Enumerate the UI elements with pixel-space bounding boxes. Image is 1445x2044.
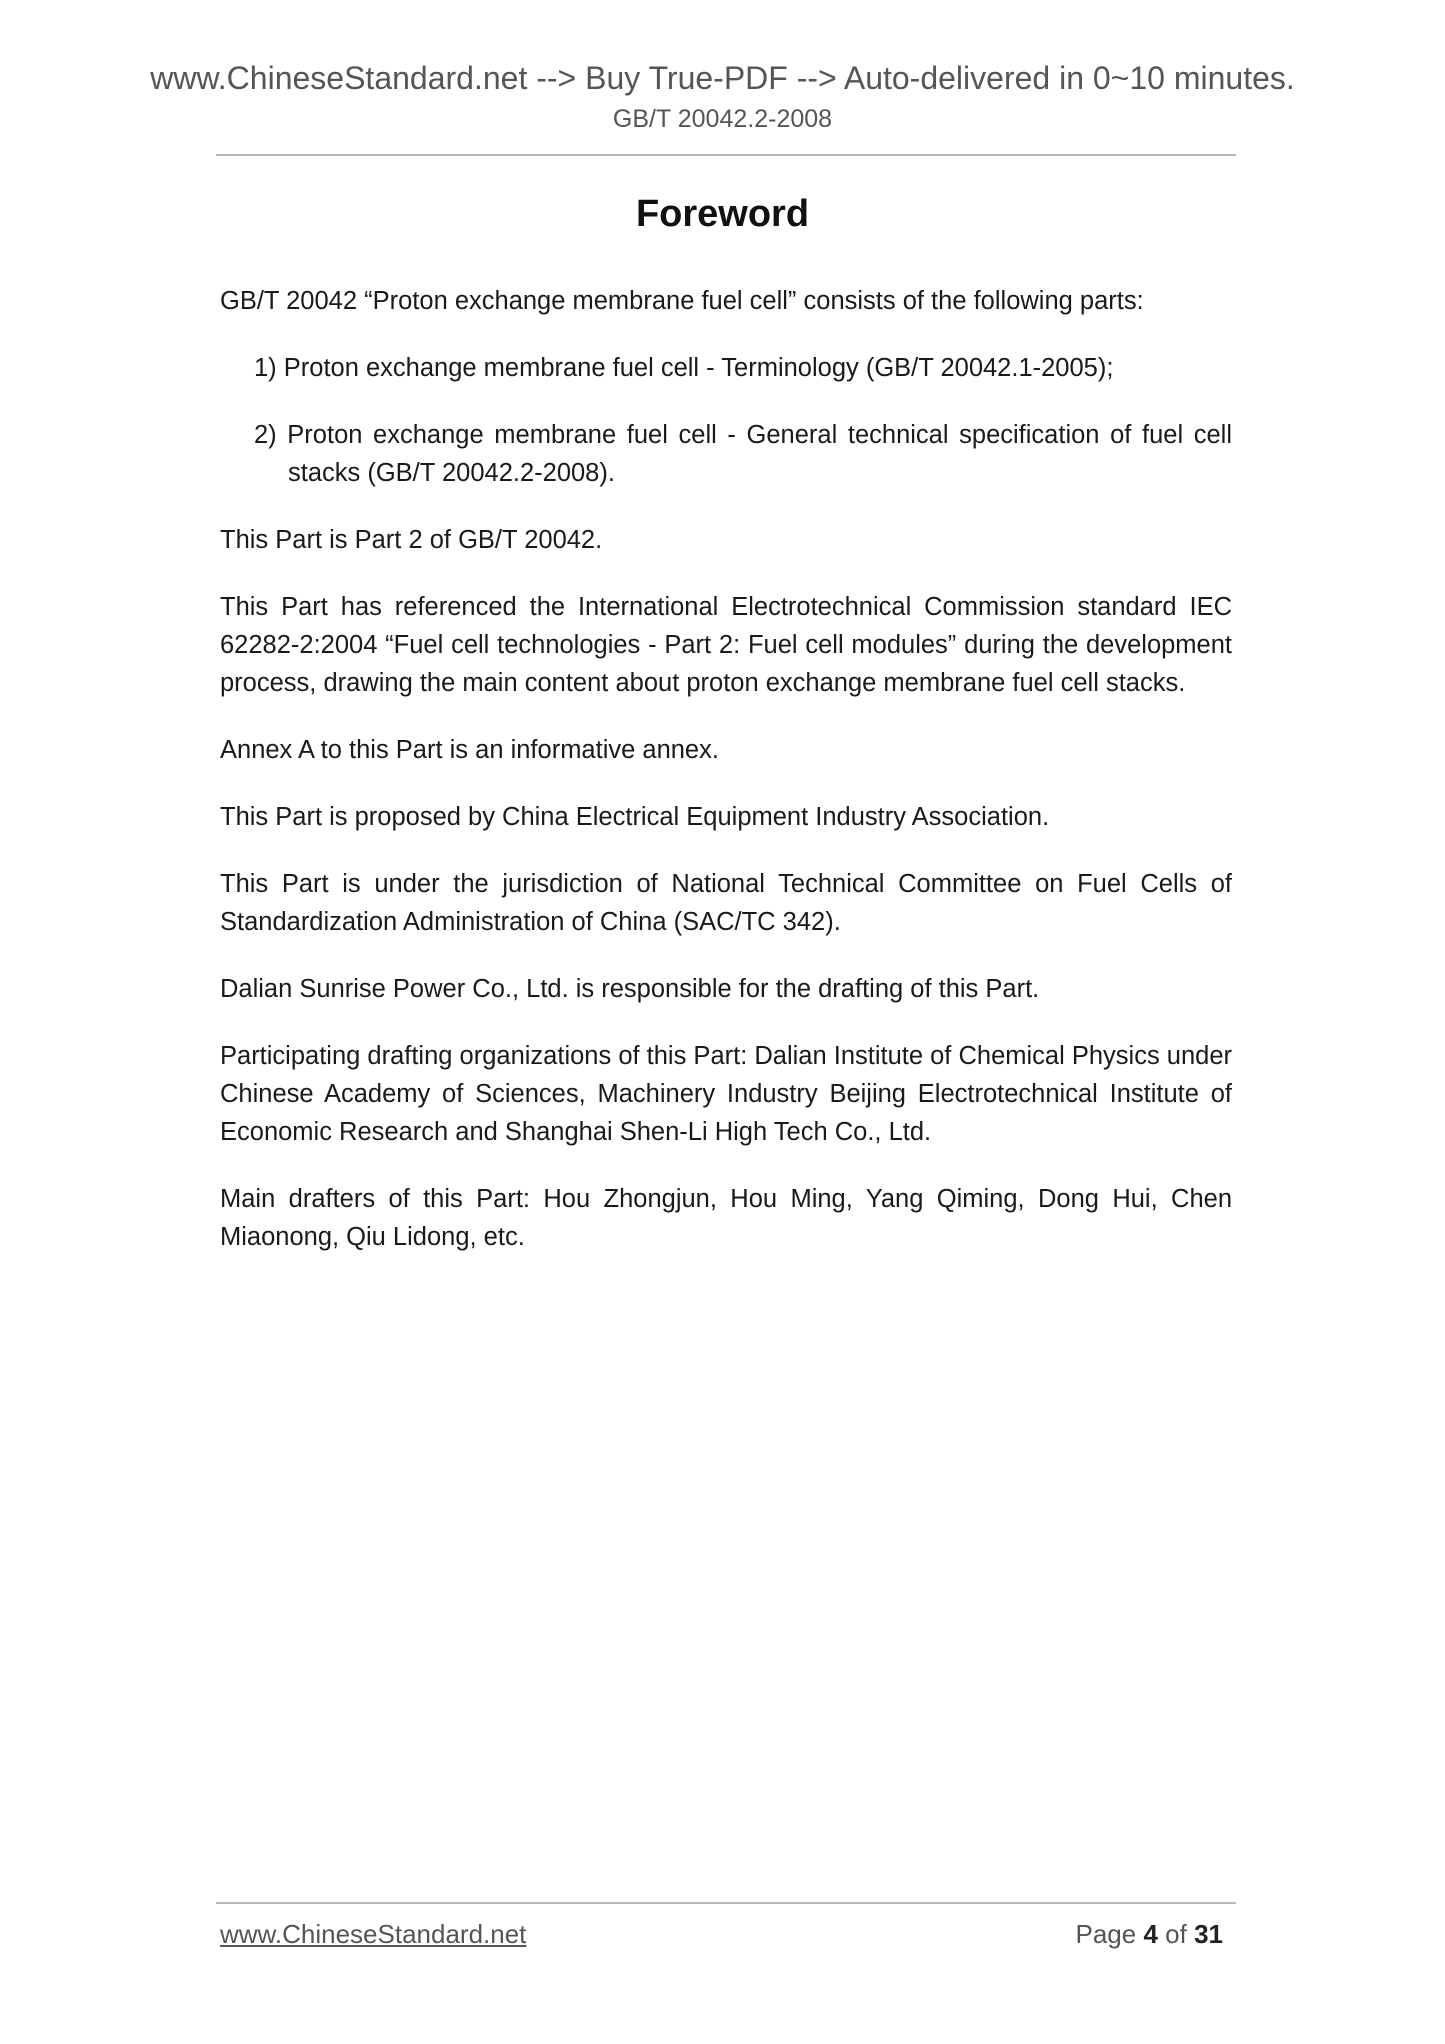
- page-label: Page: [1075, 1919, 1137, 1949]
- paragraph-parts-intro: GB/T 20042 “Proton exchange membrane fuel cell” consists of the following parts:: [220, 287, 1144, 315]
- paragraph-annex: Annex A to this Part is an informative annex.: [220, 736, 719, 764]
- page-total: 31: [1194, 1919, 1223, 1949]
- page-title: Foreword: [635, 193, 810, 235]
- standard-code: GB/T 20042.2-2008: [612, 105, 833, 133]
- document-body: [220, 282, 1232, 1285]
- paragraph-proposer: This Part is proposed by China Electrical Equipment Industry Association.: [220, 803, 1050, 831]
- paragraph-jurisdiction: This Part is under the jurisdiction of National Technical Committee on Fuel Cells of Standardization Administration of China (SAC/TC 342).: [220, 870, 1232, 936]
- paragraph-participating-orgs: Participating drafting organizations of this Part: Dalian Institute of Chemical Physics under Chinese Academy of Sciences, Machinery Industry Beijing Electrotechnical Institute of Economic Research and Shanghai Shen-Li High Tech Co., Ltd.: [220, 1042, 1233, 1146]
- list-item-part-1: 1) Proton exchange membrane fuel cell - Terminology (GB/T 20042.1-2005);: [254, 354, 1114, 382]
- site-banner: www.ChineseStandard.net --> Buy True-PDF --> Auto-delivered in 0~10 minutes.: [150, 60, 1295, 96]
- header-divider: [216, 154, 1236, 156]
- paragraph-references: This Part has referenced the International Electrotechnical Commission standard IEC 62282-2:2004 “Fuel cell technologies - Part 2: Fuel cell modules” during the development process, drawing the main content about proton exchange membrane fuel cell stacks.: [220, 593, 1232, 697]
- page-of-label: of: [1165, 1919, 1187, 1949]
- footer-site-link[interactable]: www.ChineseStandard.net: [220, 1919, 527, 1949]
- page-current: 4: [1143, 1919, 1158, 1949]
- list-item-part-2: 2) Proton exchange membrane fuel cell - General technical specification of fuel cell stacks (GB/T 20042.2-2008).: [254, 421, 1232, 487]
- paragraph-drafting-responsible: Dalian Sunrise Power Co., Ltd. is responsible for the drafting of this Part.: [220, 975, 1040, 1003]
- footer-divider: [216, 1902, 1236, 1904]
- paragraph-main-drafters: Main drafters of this Part: Hou Zhongjun, Hou Ming, Yang Qiming, Dong Hui, Chen Miaonong, Qiu Lidong, etc.: [220, 1185, 1232, 1251]
- page-indicator: [1075, 1918, 1223, 1950]
- paragraph-part-number: This Part is Part 2 of GB/T 20042.: [220, 526, 603, 554]
